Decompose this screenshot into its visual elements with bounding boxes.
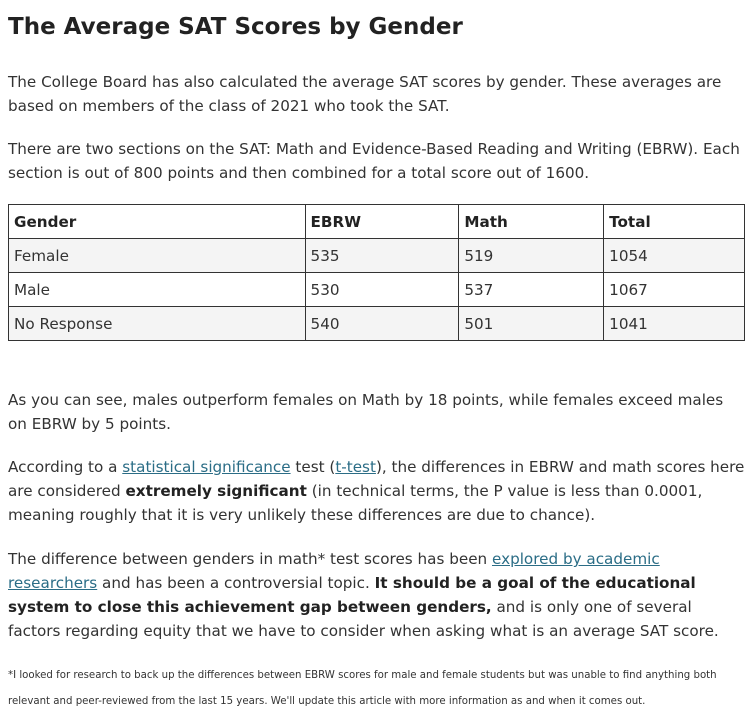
cell-gender: No Response — [9, 307, 306, 341]
header-math: Math — [459, 205, 604, 239]
cell-total: 1054 — [604, 239, 745, 273]
text-span: (in technical terms, the P value is less than 0.0001, meaning roughly that it is very unlikely these differences are due to chance). — [8, 482, 703, 524]
bold-text: It should be a goal of the educational system to close this achievement gap between genders, — [8, 574, 696, 616]
table-row — [9, 273, 745, 307]
significance-paragraph — [8, 455, 745, 527]
scores-table — [8, 204, 745, 341]
footnote: *I looked for research to back up the differences between EBRW scores for male and female students but was unable to find anything both relevant and peer-reviewed from the last 15 years. We'll update this article with more information as and when it comes out. — [8, 670, 717, 707]
text-span: and has been a controversial topic. — [97, 574, 375, 592]
cell-math: 519 — [459, 239, 604, 273]
cell-gender: Female — [9, 239, 306, 273]
cell-ebrw: 540 — [305, 307, 459, 341]
cell-ebrw: 530 — [305, 273, 459, 307]
cell-ebrw: 535 — [305, 239, 459, 273]
text-span: test ( — [290, 458, 336, 476]
intro-paragraph: The College Board has also calculated the average SAT scores by gender. These averages are based on members of the class of 2021 who took the SAT. — [8, 73, 722, 115]
t-test-link[interactable]: t-test — [335, 458, 376, 476]
cell-math: 537 — [459, 273, 604, 307]
table-row — [9, 307, 745, 341]
header-ebrw: EBRW — [305, 205, 459, 239]
cell-gender: Male — [9, 273, 306, 307]
cell-total: 1041 — [604, 307, 745, 341]
gender-gap-paragraph — [8, 547, 745, 643]
text-span: The difference between genders in math* test scores has been — [8, 550, 492, 568]
bold-text: extremely significant — [125, 482, 307, 500]
cell-total: 1067 — [604, 273, 745, 307]
academic-researchers-link[interactable]: explored by academic researchers — [8, 550, 660, 592]
comparison-paragraph: As you can see, males outperform females on Math by 18 points, while females exceed males on EBRW by 5 points. — [8, 391, 724, 433]
sections-paragraph: There are two sections on the SAT: Math and Evidence-Based Reading and Writing (EBRW). Each section is out of 800 points and then combined for a total score out of 1600. — [8, 140, 740, 182]
text-span: and is only one of several factors regarding equity that we have to consider when asking what is an average SAT score. — [8, 598, 719, 640]
cell-math: 501 — [459, 307, 604, 341]
header-gender: Gender — [9, 205, 306, 239]
text-span: According to a — [8, 458, 123, 476]
page-title: The Average SAT Scores by Gender — [8, 14, 463, 40]
text-span: ), the differences in EBRW and math scores here are considered — [8, 458, 745, 500]
table-row — [9, 239, 745, 273]
statistical-significance-link[interactable]: statistical significance — [122, 458, 291, 476]
header-total: Total — [604, 205, 745, 239]
table-header-row — [9, 205, 745, 239]
